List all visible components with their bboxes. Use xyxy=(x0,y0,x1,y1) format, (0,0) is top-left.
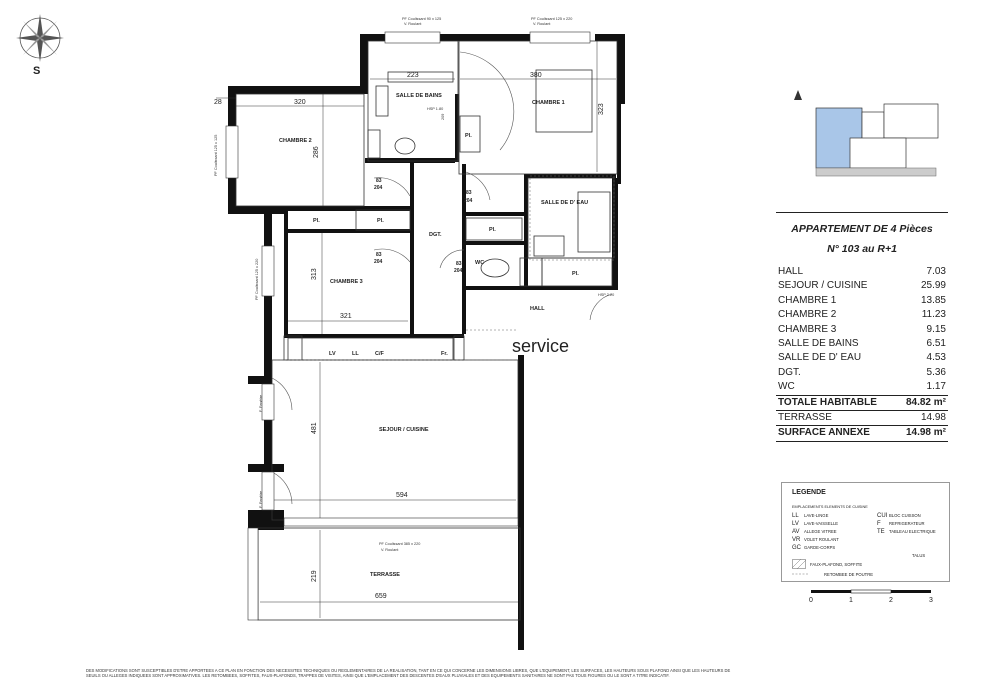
scale-tick-0: 0 xyxy=(809,597,813,604)
window-label-5-vr: V. Roulant xyxy=(381,548,399,552)
legend-item xyxy=(792,521,838,527)
room-area-value: 4.53 xyxy=(926,352,946,364)
terrasse-value: 14.98 xyxy=(920,411,946,423)
hsp-label-1: HSP 1.80 xyxy=(427,107,444,111)
dashed-line-icon xyxy=(792,572,808,576)
key-plan-thumbnail xyxy=(794,90,938,176)
legend-text: REFRIGERATEUR xyxy=(889,521,925,526)
legend-code: TE xyxy=(877,529,885,535)
dimension-481: 481 xyxy=(311,422,318,434)
room-area-label: CHAMBRE 3 xyxy=(778,323,837,335)
legend-text: GARDE-CORPS xyxy=(804,545,836,550)
room-area-row xyxy=(776,351,948,365)
terrasse-row xyxy=(776,411,948,425)
window-label-3: PF Coulissant 125 x 125 xyxy=(214,134,218,176)
room-area-label: DGT. xyxy=(778,366,801,378)
legend-retombee: RETOMBEE DE POUTRE xyxy=(824,572,874,577)
watermark-text: service xyxy=(512,336,570,356)
window-label-1: PF Coulissant 90 x 125 xyxy=(402,17,442,21)
room-area-label: CHAMBRE 1 xyxy=(778,294,837,306)
dimension-286: 286 xyxy=(313,146,320,158)
scale-tick-2: 2 xyxy=(889,597,893,604)
total-habitable-label: TOTALE HABITABLE xyxy=(778,396,877,408)
placard-label: Pl. xyxy=(377,218,384,224)
dimension-313: 313 xyxy=(311,268,318,280)
room-label-chambre-2: CHAMBRE 2 xyxy=(279,138,312,144)
room-label-salle-d-eau: SALLE DE D' EAU xyxy=(541,200,589,206)
door-size-83: 83 xyxy=(466,190,472,196)
room-area-label: HALL xyxy=(778,266,804,277)
appliance-lv: LV xyxy=(329,351,336,357)
room-label-chambre-1: CHAMBRE 1 xyxy=(532,100,565,106)
legend-item xyxy=(792,529,837,535)
legend-code: LL xyxy=(792,513,799,519)
legend-text: VOLET ROULANT xyxy=(804,537,839,542)
dimension-321: 321 xyxy=(340,313,352,320)
legend-code: AV xyxy=(792,529,800,535)
dimension-380: 380 xyxy=(530,72,542,79)
legend-text: BLOC CUISSON xyxy=(889,513,921,518)
room-area-value: 9.15 xyxy=(926,323,946,335)
hsp-label-2: HSP 2.20 xyxy=(598,293,615,297)
room-area-row xyxy=(776,337,948,351)
window-label-2-vr: V. Roulant xyxy=(533,22,551,26)
surface-annexe-value: 14.98 m² xyxy=(905,427,946,439)
placard-label: Pl. xyxy=(313,218,320,224)
legend-item xyxy=(792,545,835,551)
room-area-row xyxy=(776,294,948,308)
hatch-icon xyxy=(792,559,806,569)
dimension-28: 28 xyxy=(214,99,222,106)
legend-item xyxy=(792,537,839,543)
dimension-219: 219 xyxy=(311,570,318,582)
legend-box xyxy=(781,482,950,582)
legend-code: LV xyxy=(792,521,799,527)
room-area-value: 1.17 xyxy=(926,381,946,393)
room-area-row xyxy=(776,279,948,293)
legend-text: ALLEGE VITREE xyxy=(804,529,837,534)
legend-code: CUI xyxy=(877,513,888,519)
compass-label: S xyxy=(33,65,41,77)
door-size-83: 83 xyxy=(376,178,382,184)
appliance-fr: Fr. xyxy=(441,351,448,357)
window-label-2: PF Coulissant 125 x 220 xyxy=(531,17,573,21)
legend-code: GC xyxy=(792,545,801,551)
room-label-hall: HALL xyxy=(530,306,545,312)
window-label-fenetre-1: F. Fenêtre xyxy=(259,394,263,412)
disclaimer-text: DES MODIFICATIONS SONT SUSCEPTIBLES D'ETRE APPORTEES A CE PLAN EN FONCTION DES NECESSITES TECHNIQUES OU REGLEMENTAIRES DE LA REALISATION, TANT EN CE QUI CONCERNE LES DIMENSIONS LIBRES, QUE L'EQUIPEMENT, LES SURFACES, LES HAUTEURS SOUS PLAFOND AINSI QUE LES HAUTEURS DE SEUILS OU ALLEGES INDIQUEES SONT APPROXIMATIVES. LES RETOMBEES, SOFFITES, FAUX-PLAFONDS, TRAPPES DE VISITES, AINSI QUE L'EMPLACEMENT DES DESCENTES D'EAUX PLUVIALES ET DES EQUIPEMENTS SANITAIRES NE SONT PAS TOUS FIGURES OU LE SONT A TITRE INDICATIF. xyxy=(86,668,731,679)
room-area-label: SALLE DE D' EAU xyxy=(778,352,862,364)
surface-annexe-row xyxy=(776,425,948,441)
room-area-row xyxy=(776,323,948,337)
legend-item xyxy=(877,529,936,535)
appliance-ll: LL xyxy=(352,351,359,357)
door-size-83: 83 xyxy=(456,261,462,267)
legend-item xyxy=(877,513,921,519)
placard-label: Pl. xyxy=(489,227,496,233)
room-area-label: CHAMBRE 2 xyxy=(778,309,837,321)
compass-rose-icon xyxy=(16,14,64,62)
room-label-salle-de-bains: SALLE DE BAINS xyxy=(396,93,442,99)
room-label-sejour: SEJOUR / CUISINE xyxy=(379,427,429,433)
room-outlines xyxy=(236,41,617,620)
apartment-title: APPARTEMENT DE 4 Pièces xyxy=(791,223,933,235)
room-area-value: 13.85 xyxy=(920,294,946,306)
legend-text: LAVE-VAISSELLE xyxy=(804,521,839,526)
room-area-row xyxy=(776,265,948,279)
total-habitable-row xyxy=(776,395,948,411)
window-label-1-vr: V. Roulant xyxy=(404,22,422,26)
legend-faux-plafond: FAUX-PLAFOND, SOFFITE xyxy=(810,562,863,567)
terrasse-label: TERRASSE xyxy=(778,411,832,423)
room-area-value: 6.51 xyxy=(926,337,946,349)
door-size-204: 204 xyxy=(374,259,383,265)
room-area-row xyxy=(776,308,948,322)
dimension-320: 320 xyxy=(294,99,306,106)
dimension-209: 209 xyxy=(441,113,445,120)
dimension-594: 594 xyxy=(396,492,408,499)
legend-item xyxy=(792,513,828,519)
scale-tick-1: 1 xyxy=(849,597,853,604)
legend-title: LEGENDE xyxy=(792,489,826,496)
surface-table xyxy=(776,212,948,442)
window-label-4: PF Coulissant 125 x 220 xyxy=(255,258,259,300)
window-label-fenetre-2: F. Fenêtre xyxy=(259,490,263,508)
room-label-dgt: DGT. xyxy=(429,232,442,238)
window-label-5: PF Coulissant 385 x 220 xyxy=(379,542,421,546)
apartment-number: N° 103 au R+1 xyxy=(827,243,897,255)
panel-divider xyxy=(776,212,948,213)
surface-annexe-label: SURFACE ANNEXE xyxy=(778,427,870,439)
placard-label: Pl. xyxy=(465,133,472,139)
dimension-lines xyxy=(216,41,616,618)
legend-talus: TALUS xyxy=(912,553,926,558)
room-area-rows xyxy=(776,265,948,395)
room-area-value: 7.03 xyxy=(926,266,946,277)
room-area-label: SEJOUR / CUISINE xyxy=(778,280,868,292)
dimension-323: 323 xyxy=(598,103,605,115)
scale-tick-3: 3 xyxy=(929,597,933,604)
room-label-terrasse: TERRASSE xyxy=(370,572,400,578)
dimension-223: 223 xyxy=(407,72,419,79)
appliance-cf: C/F xyxy=(375,351,384,357)
room-area-row xyxy=(776,380,948,394)
room-area-value: 11.23 xyxy=(921,309,946,321)
door-size-204: 204 xyxy=(464,198,473,204)
legend-text: LAVE-LINGE xyxy=(804,513,829,518)
total-habitable-value: 84.82 m² xyxy=(905,396,946,408)
scale-bar xyxy=(808,588,948,608)
legend-text: TABLEAU ELECTRIQUE xyxy=(889,529,936,534)
legend-code: F xyxy=(877,521,881,527)
door-size-83: 83 xyxy=(376,252,382,258)
windows xyxy=(226,32,590,620)
room-label-wc: WC xyxy=(475,260,485,266)
room-area-label: SALLE DE BAINS xyxy=(778,337,859,349)
dimension-659: 659 xyxy=(375,593,387,600)
door-size-204: 204 xyxy=(374,185,383,191)
room-area-row xyxy=(776,366,948,380)
legend-item xyxy=(877,521,925,527)
door-size-204: 204 xyxy=(454,268,463,274)
legend-code: VR xyxy=(792,537,801,543)
door-size-labels xyxy=(374,178,473,274)
room-area-value: 25.99 xyxy=(920,280,946,292)
room-label-chambre-3: CHAMBRE 3 xyxy=(330,279,363,285)
placard-label: Pl. xyxy=(572,271,579,277)
legend-header: EMPLACEMENTS ELEMENTS DE CUISINE xyxy=(792,505,868,509)
room-area-value: 5.36 xyxy=(926,366,946,378)
room-area-label: WC xyxy=(778,381,795,393)
